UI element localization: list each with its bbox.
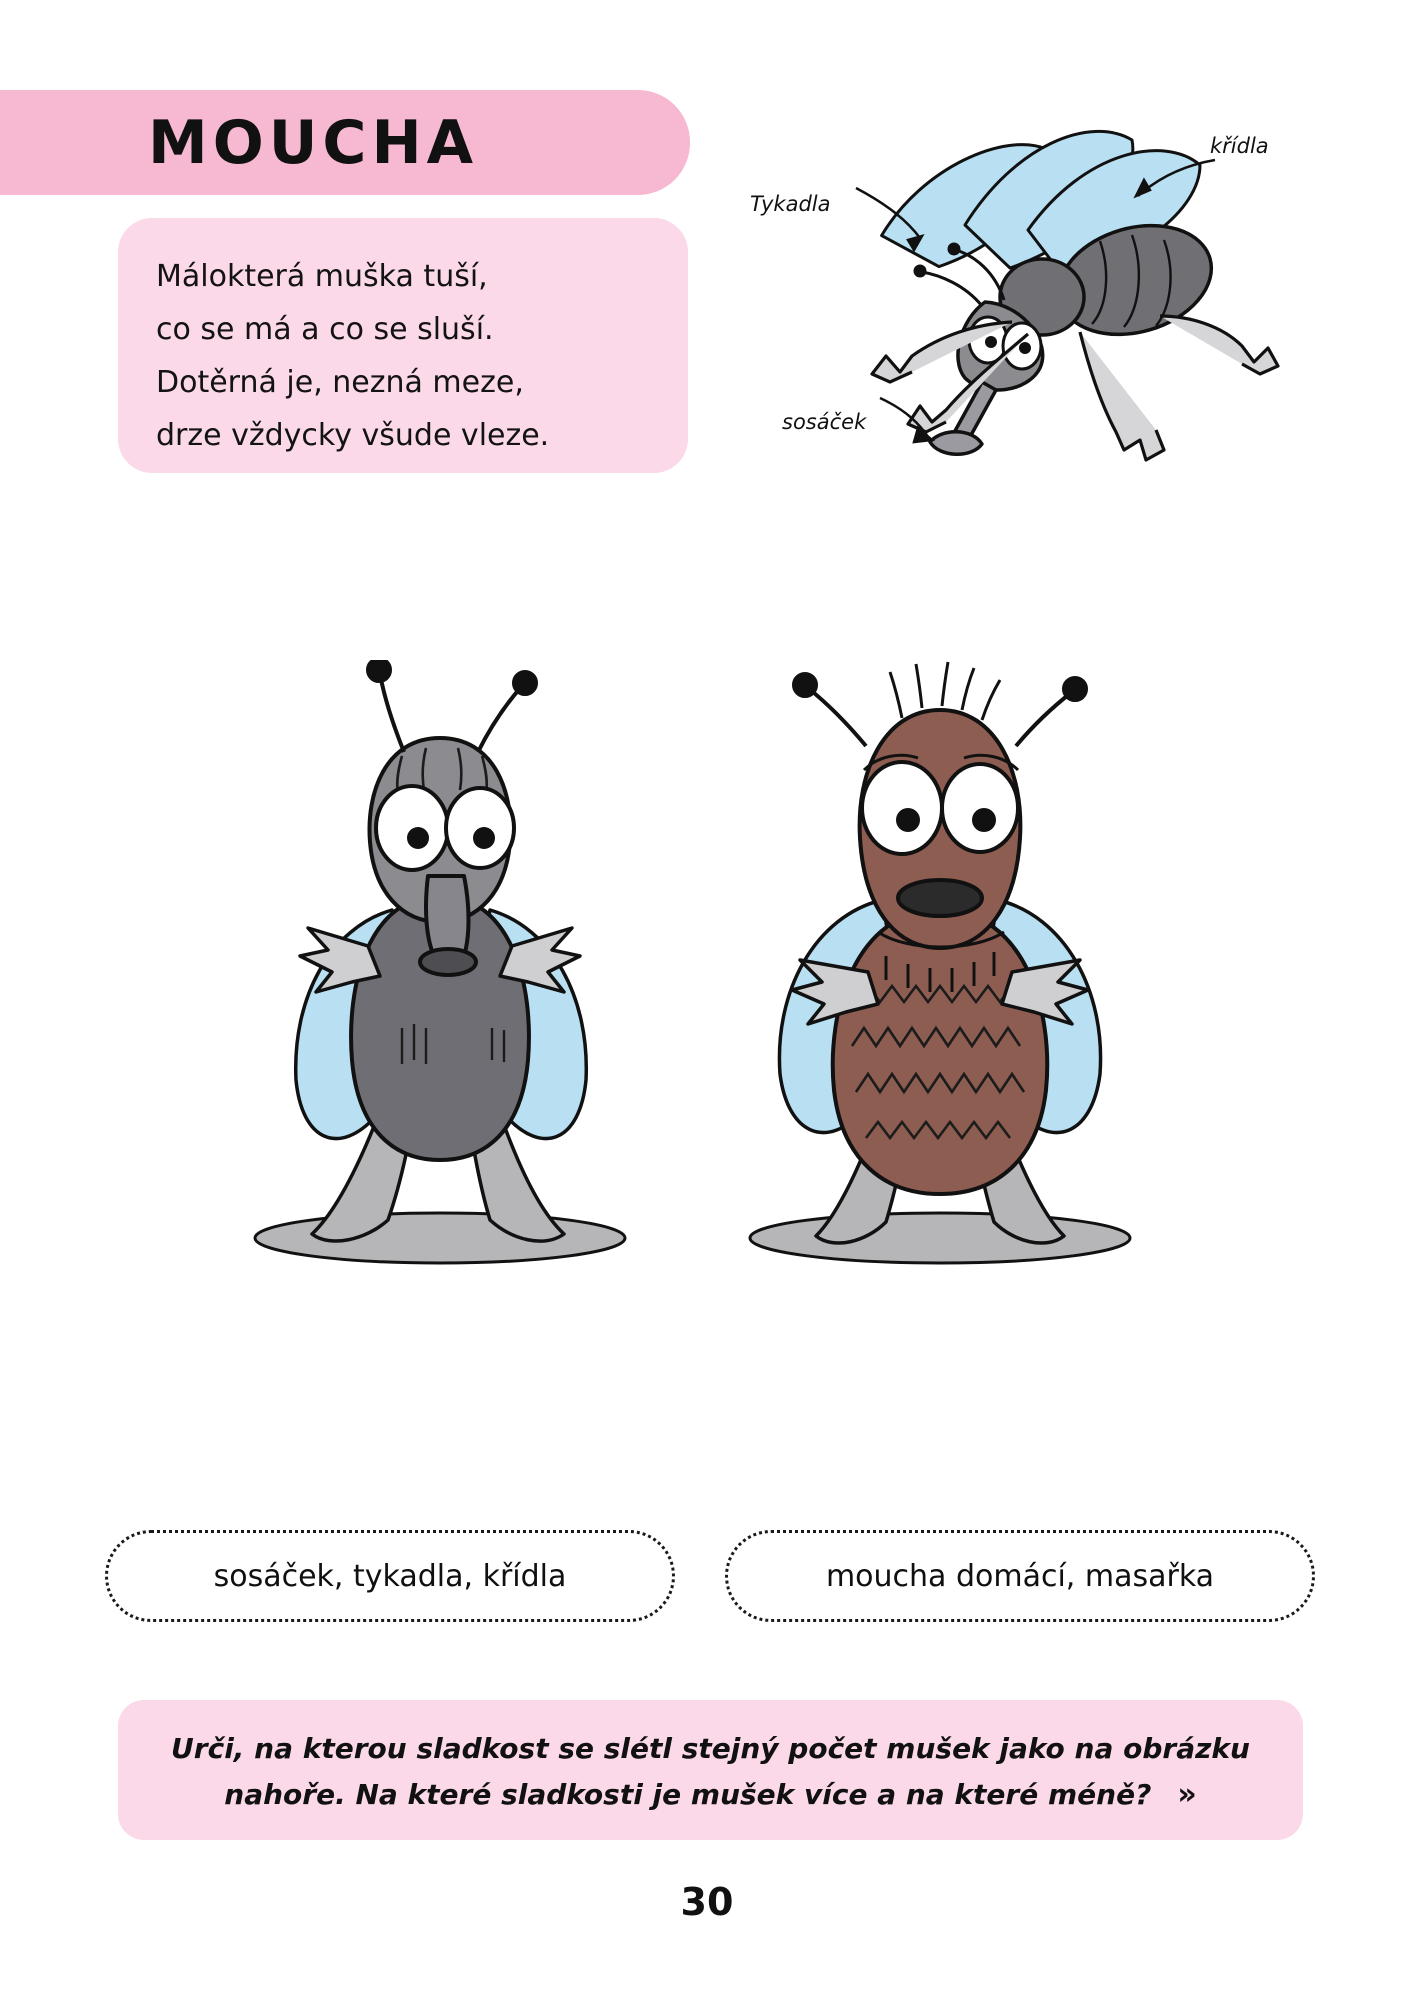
answer-box-species-label: moucha domácí, masařka xyxy=(825,1558,1215,1594)
task-line-2-wrapper xyxy=(158,1772,1263,1818)
fly-diagram-svg xyxy=(760,110,1370,500)
label-tykadla: Tykadla xyxy=(750,192,831,216)
task-line-1: Urči, na kterou sladkost se slétl stejný počet mušek jako na obrázku xyxy=(171,1732,1250,1765)
page-title: MOUCHA xyxy=(148,107,479,178)
verse-line-4: drze vždycky všude vleze. xyxy=(156,418,550,453)
answer-box-body-parts[interactable] xyxy=(105,1530,675,1622)
characters-svg xyxy=(140,660,1280,1420)
page-number: 30 xyxy=(680,1880,734,1924)
task-banner xyxy=(118,1700,1303,1840)
verse-panel xyxy=(118,218,688,473)
page-title-band xyxy=(0,90,690,195)
answer-box-species[interactable] xyxy=(725,1530,1315,1622)
character-illustrations xyxy=(140,660,1280,1420)
housefly-proboscis xyxy=(420,876,476,975)
answer-box-body-parts-label: sosáček, tykadla, křídla xyxy=(213,1558,567,1594)
housefly-grey-character xyxy=(255,660,625,1263)
label-kridla: křídla xyxy=(1210,134,1269,158)
label-sosacek: sosáček xyxy=(782,410,867,434)
task-arrow-icon: » xyxy=(1177,1777,1197,1812)
verse-line-3: Dotěrná je, nezná meze, xyxy=(156,365,524,400)
verse-line-2: co se má a co se sluší. xyxy=(156,312,494,347)
labelled-fly-diagram xyxy=(750,110,1370,500)
task-line-2: nahoře. Na které sladkosti je mušek více a na které méně? xyxy=(224,1778,1152,1811)
answer-row xyxy=(105,1530,1315,1640)
verse-line-1: Málokterá muška tuší, xyxy=(156,259,488,294)
blowfly-brown-character xyxy=(750,662,1130,1263)
blowfly-abdomen xyxy=(833,910,1047,1194)
blowfly-mouth xyxy=(898,880,982,916)
